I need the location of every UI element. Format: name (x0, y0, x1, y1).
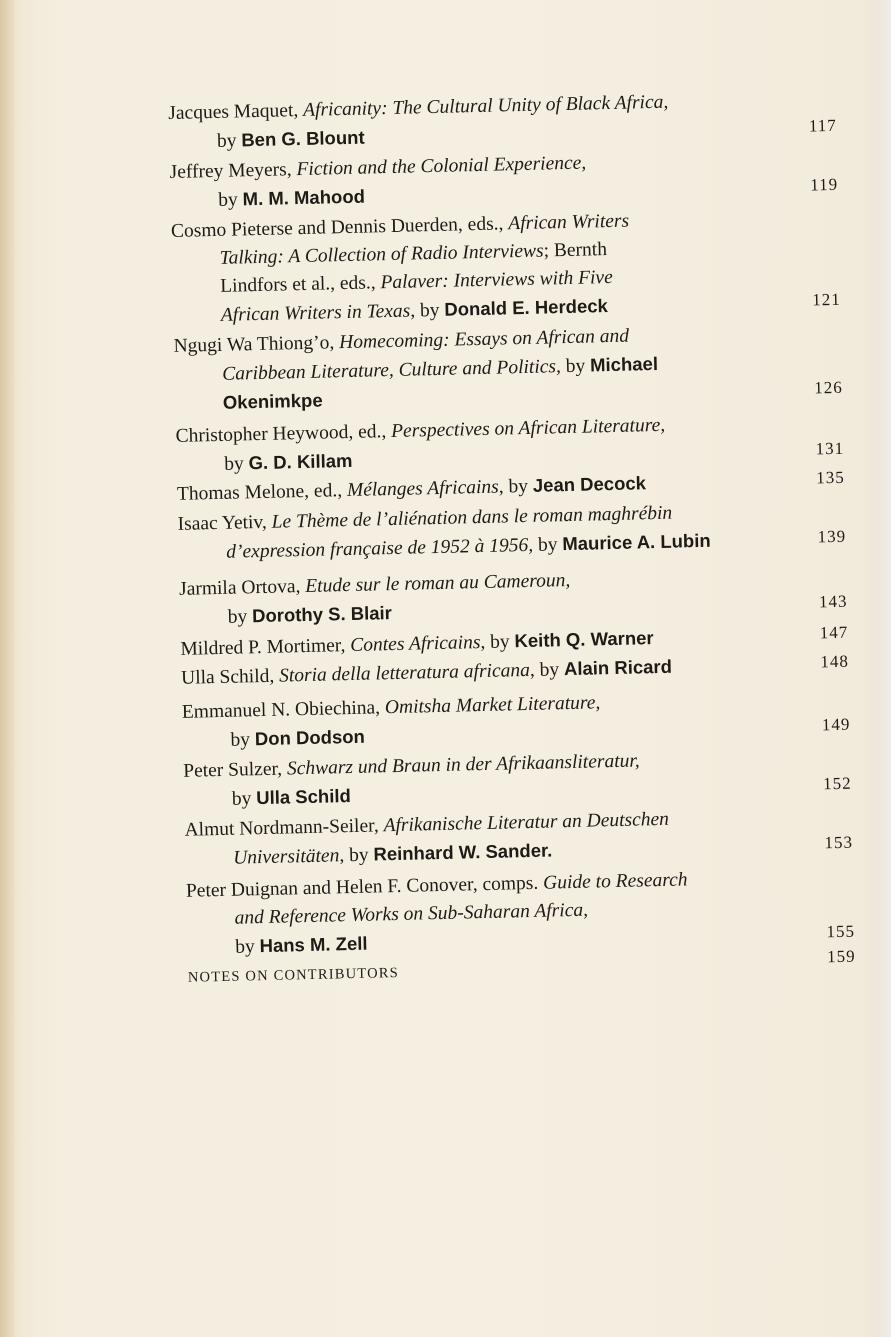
work-title: Contes Africains (350, 632, 481, 657)
entry-text: Ulla Schild, (180, 665, 280, 689)
work-title: Etude sur le roman au Cameroun, (305, 570, 571, 598)
work-title: Storia della letteratura africana (278, 659, 531, 687)
entry-text: Emmanuel N. Obiechina, (181, 697, 386, 723)
entry-text: Cosmo Pieterse and Dennis Duerden, eds., (170, 213, 509, 242)
notes-page-number: 159 (826, 946, 856, 967)
page-number: 131 (815, 438, 845, 459)
reviewer-name: G. D. Killam (248, 449, 353, 474)
review-entry (186, 862, 868, 962)
entry-text: , by (498, 475, 534, 498)
work-title: Palaver: Interviews with Five (380, 266, 613, 294)
work-title: Le Thème de l’aliénation dans le roman maghrébin (271, 502, 673, 533)
page-number: 149 (821, 714, 851, 735)
entry-text: by (216, 130, 242, 152)
entry-text: , by (339, 844, 374, 867)
entry-text: by (230, 729, 256, 751)
entry-text: Isaac Yetiv, (177, 511, 272, 535)
entry-text: Ngugi Wa Thiong’o, (173, 332, 340, 357)
reviewer-name: Okenimkpe (222, 389, 323, 413)
entry-text: ; Bernth (543, 239, 608, 262)
page-binding-edge (0, 0, 14, 1337)
work-title: Mélanges Africains (346, 476, 499, 502)
review-entry (171, 203, 853, 331)
entry-text: , by (529, 659, 565, 681)
entry-text: Peter Sulzer, (182, 758, 288, 782)
work-title: d’expression française de 1952 à 1956, (226, 534, 534, 563)
work-title: Schwarz und Braun in der Afrikaansliteratur, (286, 750, 640, 780)
reviewer-name: Michael (589, 352, 659, 376)
reviewer-name: M. M. Mahood (242, 185, 366, 210)
entry-text: by (234, 936, 260, 958)
reviewer-name: Donald E. Herdeck (444, 295, 609, 320)
entry-text: Christopher Heywood, ed., (175, 421, 392, 447)
page-number: 143 (818, 591, 848, 612)
work-title: Afrikanische Literatur an Deutschen (383, 808, 670, 837)
work-title: Guide to Research (542, 869, 688, 894)
work-title: Universitäten (232, 845, 340, 869)
reviewer-name: Keith Q. Warner (514, 627, 654, 652)
page-number: 139 (817, 526, 847, 547)
entry-text: Mildred P. Mortimer, (180, 635, 351, 660)
reviewer-name: Ben G. Blount (241, 126, 365, 151)
work-title: African Writers in Texas (220, 300, 411, 326)
reviewer-name: Maurice A. Lubin (562, 529, 711, 555)
work-title: African Writers (508, 210, 630, 235)
entry-text: Jarmila Ortova, (178, 576, 306, 600)
entry-text: by (560, 355, 591, 378)
entry-text: , by (480, 631, 515, 654)
reviewer-name: Jean Decock (532, 472, 647, 496)
reviewer-name: Hans M. Zell (259, 932, 368, 957)
notes-label: NOTES ON CONTRIBUTORS (187, 964, 400, 986)
reviewer-name: Ulla Schild (255, 785, 352, 809)
entry-text: by (218, 189, 243, 211)
reviewer-name: Don Dodson (254, 725, 366, 750)
work-title: Talking: A Collection of Radio Interviews (219, 240, 544, 269)
page-number: 155 (826, 921, 856, 942)
entry-text: by (227, 606, 253, 628)
entry-text: , by (410, 299, 445, 322)
page-number: 135 (816, 467, 845, 488)
page-number: 148 (820, 651, 850, 672)
entry-text: Jeffrey Meyers, (169, 159, 297, 183)
page-number: 121 (811, 289, 841, 310)
entry-text: Almut Nordmann-Seiler, (184, 815, 384, 841)
work-title: and Reference Works on Sub-Saharan Africa, (234, 899, 589, 929)
page-number: 119 (810, 174, 839, 195)
page-number: 126 (813, 377, 843, 398)
page-number: 117 (808, 115, 837, 136)
work-title: Caribbean Literature, Culture and Politics, (221, 356, 562, 385)
page-number: 153 (824, 832, 854, 853)
entry-text: Lindfors et al., eds., (220, 272, 381, 297)
entry-text: Peter Duignan and Helen F. Conover, comps. (185, 872, 544, 902)
work-title: Homecoming: Essays on African and (338, 325, 630, 354)
table-of-contents (168, 85, 868, 991)
reviewer-name: Dorothy S. Blair (251, 602, 393, 627)
page-right-edge (873, 0, 891, 1337)
entry-text: Thomas Melone, ed., (176, 480, 348, 505)
work-title: Africanity: The Cultural Unity of Black Africa, (302, 91, 669, 121)
review-entry (173, 318, 855, 419)
reviewer-name: Alain Ricard (563, 655, 673, 680)
entry-text: by (231, 788, 257, 810)
reviewer-name: Reinhard W. Sander. (373, 839, 553, 865)
entry-text: Jacques Maquet, (168, 99, 304, 124)
work-title: Perspectives on African Literature, (390, 414, 666, 443)
page-number: 152 (822, 773, 852, 794)
entry-text: by (532, 534, 563, 556)
page-number: 147 (819, 622, 849, 643)
work-title: Omitsha Market Literature, (384, 692, 601, 719)
entry-text: by (224, 453, 249, 475)
work-title: Fiction and the Colonial Experience, (296, 152, 587, 181)
